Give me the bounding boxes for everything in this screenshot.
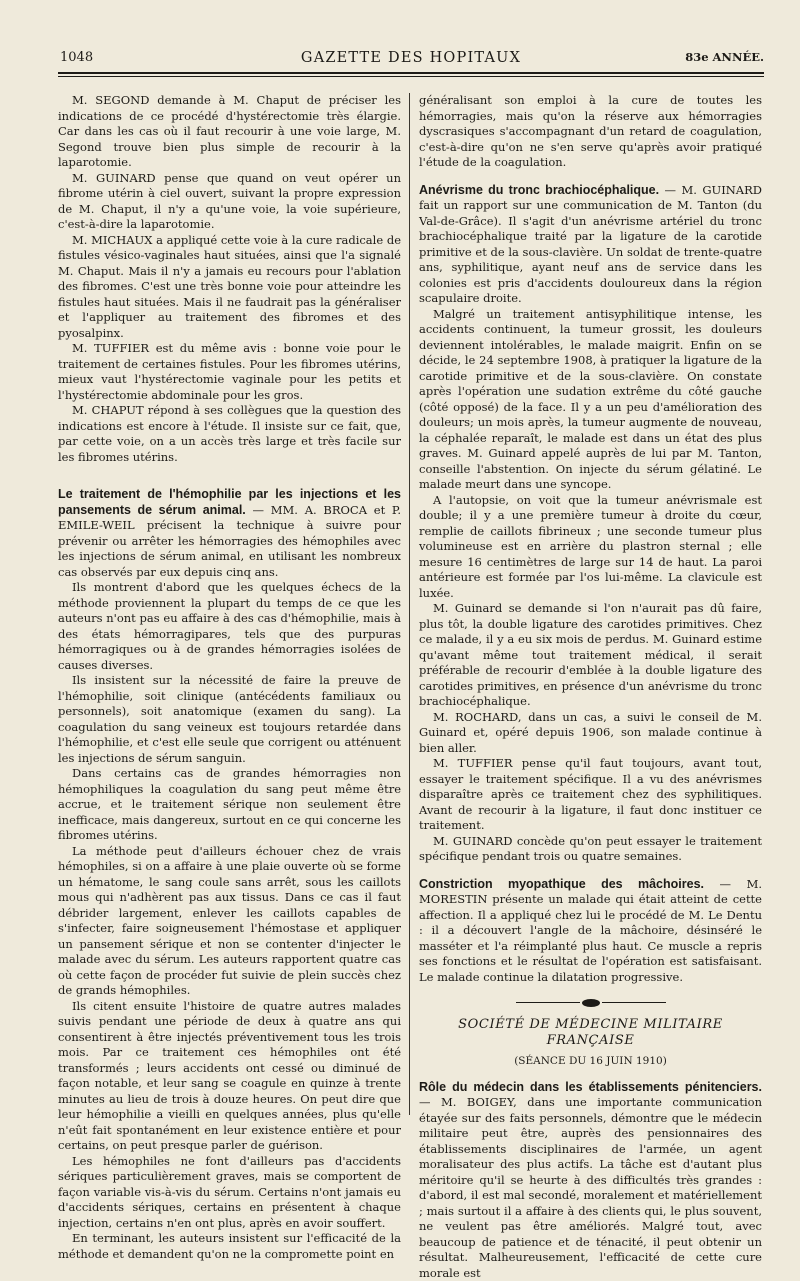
paragraph: M. ROCHARD, dans un cas, a suivi le conseil de M. Guinard et, opéré depuis 1906, son malade continue à bien aller. — [419, 710, 762, 757]
paragraph: Les hémophiles ne font d'ailleurs pas d'accidents sériques particulièrement graves, mais se comportent de façon variable vis-à-vis du sérum. Certains n'ont jamais eu d'accidents sériques, certains en présentent à chaque injection, certains n'en ont plus, après en avoir souffert. — [58, 1154, 401, 1232]
section-text: — M. BOIGEY, dans une importante communication étayée sur des faits personnels, démontre que le médecin militaire peut être, auprès des pensionnaires des établissements disciplinaires de l'armée, un agent moralisateur des plus actifs. La tâche est d'autant plus méritoire qu'il se heurte à des difficultés très grandes : d'abord, il est mal secondé, moralement et matériellement ; mais surtout il a affaire à des clients qui, le plus souvent, ne veulent pas être améliorés. Malgré tout, avec beaucoup de patience et de ténacité, il peut obtenir un résultat. Malheureusement, l'efficacité de cette cure morale est — [419, 1095, 762, 1280]
paragraph: En terminant, les auteurs insistent sur l'efficacité de la méthode et demandent qu'on ne la compromette point en — [58, 1231, 401, 1262]
paragraph: M. GUINARD pense que quand on veut opérer un fibrome utérin à ciel ouvert, suivant la propre expression de M. Chaput, il n'y a qu'une voie, la voie supérieure, c'est-à-dire la laparotomie. — [58, 171, 401, 233]
section-paragraph — [419, 183, 762, 307]
header-rule-thick — [58, 72, 764, 74]
section-paragraph — [419, 1080, 762, 1281]
section-paragraph — [419, 877, 762, 986]
section-title: Le traitement de l'hémophilie par les injections et les pansements de sérum animal. — [58, 487, 401, 517]
paragraph: M. MICHAUX a appliqué cette voie à la cure radicale de fistules vésico-vaginales haut situées, ainsi que l'a signalé M. Chaput. Mais il n'y a jamais eu recours pour l'ablation des fibromes. C'est une très bonne voie pour atteindre les fistules haut situées. Mais il ne faudrait pas la généraliser et l'appliquer au traitement des fibromes et des pyosalpinx. — [58, 233, 401, 342]
paragraph: M. SEGOND demande à M. Chaput de préciser les indications de ce procédé d'hystérectomie très élargie. Car dans les cas où il faut recourir à une voie large, M. Segond trouve bien plus simple de recourir à la laparotomie. — [58, 93, 401, 171]
column-divider — [409, 93, 410, 1115]
paragraph: Ils insistent sur la nécessité de faire la preuve de l'hémophilie, soit clinique (antécédents familiaux ou personnels), soit anatomique (examen du sang). La coagulation du sang veineux est toujours retardée dans l'hémophilie, et c'est elle seule que corrigent ou atténuent les injections de sérum sanguin. — [58, 673, 401, 766]
journal-title: GAZETTE DES HOPITAUX — [58, 50, 764, 66]
paragraph: Ils montrent d'abord que les quelques échecs de la méthode proviennent la plupart du temps de ce que les auteurs n'ont pas eu affaire à des cas d'hémophilie, mais à des états hémorragipares, tels que des purpuras hémorragiques ou à de grandes hémorragies isolées de causes diverses. — [58, 580, 401, 673]
section-title: Constriction myopathique des mâchoires. — [419, 877, 704, 891]
section-text: — M. GUINARD fait un rapport sur une communication de M. Tanton (du Val-de-Grâce). Il s'agit d'un anévrisme artériel du tronc brachiocéphalique traité par la ligature de la carotide primitive et de la sous-clavière. Un soldat de trente-quatre ans, syphilitique, ayant neuf ans de service dans les colonies est pris d'accidents douloureux dans la région scapulaire droite. — [419, 183, 762, 306]
section-paragraph — [58, 487, 401, 580]
year-label: 83e ANNÉE. — [685, 50, 764, 64]
paragraph: M. Guinard se demande si l'on n'aurait pas dû faire, plus tôt, la double ligature des carotides primitives. Chez ce malade, il y a eu six mois de perdus. M. Guinard estime qu'avant même tout traitement médical, il serait préférable de recourir d'emblée à la double ligature des carotides primitives, en présence d'un anévrisme du tronc brachiocéphalique. — [419, 601, 762, 710]
paragraph: Dans certains cas de grandes hémorragies non hémophiliques la coagulation du sang peut même être accrue, et le traitement sérique non seulement être inefficace, mais dangereux, surtout en ce qui concerne les fibromes utérins. — [58, 766, 401, 844]
paragraph: généralisant son emploi à la cure de toutes les hémorragies, mais qu'on la réserve aux hémorragies dyscrasiques s'accompagnant d'un retard de coagulation, c'est-à-dire qu'on ne s'en serve qu'après avoir pratiqué l'étude de la coagulation. — [419, 93, 762, 171]
paragraph: M. GUINARD concède qu'on peut essayer le traitement spécifique pendant trois ou quatre semaines. — [419, 834, 762, 865]
section-text: — M. MORESTIN présente un malade qui était atteint de cette affection. Il a appliqué chez lui le procédé de M. Le Dentu : il a découvert l'angle de la mâchoire, désinséré le masséter et l'a réimplanté plus haut. Ce muscle a repris ses fonctions et le résultat de l'opération est satisfaisant. Le malade continue la dilatation progressive. — [419, 877, 762, 984]
paragraph: M. CHAPUT répond à ses collègues que la question des indications est encore à l'étude. Il insiste sur ce fait, que, par cette voie, on a un accès très large et très facile sur les fibromes utérins. — [58, 403, 401, 465]
paragraph: Ils citent ensuite l'histoire de quatre autres malades suivis pendant une période de deux à quatre ans qui consentirent à être injectés préventivement tous les trois mois. Par ce traitement ces hémophiles ont été transformés ; leurs accidents ont cessé ou diminué de façon notable, et leur sang se coagule en quinze à trente minutes au lieu de trois à douze heures. On peut dire que leur hémophilie a vieilli en quelques années, plus qu'elle n'eût fait spontanément en leur existence entière et pour certains, on peut presque parler de guérison. — [58, 999, 401, 1154]
ornament-icon — [582, 999, 600, 1007]
session-date: (SÉANCE DU 16 JUIN 1910) — [419, 1054, 762, 1070]
ornamental-divider — [516, 999, 666, 1007]
paragraph: La méthode peut d'ailleurs échouer chez de vrais hémophiles, si on a affaire à une plaie ouverte où se forme un hématome, le sang coule sans arrêt, sous les caillots mous qui n'adhèrent pas aux tissus. Dans ce cas il faut débrider largement, enlever les caillots capables de s'infecter, faire soigneusement l'hémostase et appliquer un pansement sérique et non se contenter d'injecter le malade avec du sérum. Les auteurs rapportent quatre cas où cette façon de procéder fut suivie de plein succès chez de grands hémophiles. — [58, 844, 401, 999]
page-number: 1048 — [60, 50, 93, 65]
spacer — [58, 465, 401, 475]
section-text: — MM. A. BROCA et P. EMILE-WEIL précisent la technique à suivre pour prévenir ou arrêter les hémorragies des hémophiles avec les injections de sérum animal, en utilisant les nombreux cas observés par eux depuis cinq ans. — [58, 503, 401, 579]
header-rule-thin — [58, 76, 764, 77]
paragraph: Malgré un traitement antisyphilitique intense, les accidents continuent, la tumeur grossit, les douleurs deviennent intolérables, le malade maigrit. Enfin on se décide, le 24 septembre 1908, à pratiquer la ligature de la carotide primitive et de la sous-clavière. On constate après l'opération une sudation extrême du côté gauche (côté opposé) de la face. Il y a un peu d'amélioration des douleurs; un mois après, la tumeur augmente de nouveau, la céphalée reparaît, le malade est dans un état des plus graves. M. Guinard appelé auprès de lui par M. Tanton, conseille l'abstention. On injecte du sérum gélatiné. Le malade meurt dans une syncope. — [419, 307, 762, 493]
paragraph: M. TUFFIER est du même avis : bonne voie pour le traitement de certaines fistules. Pour les fibromes utérins, mieux vaut l'hystérectomie vaginale pour les petits et l'hystérectomie abdominale pour les gros. — [58, 341, 401, 403]
page-header — [58, 50, 764, 72]
section-title: Anévrisme du tronc brachiocéphalique. — [419, 183, 659, 197]
left-column — [58, 93, 401, 1262]
paragraph: A l'autopsie, on voit que la tumeur anévrismale est double; il y a une première tumeur à droite du cœur, remplie de caillots fibrineux ; une seconde tumeur plus volumineuse est en arrière du plastron sternal ; elle mesure 16 centimètres de large sur 14 de haut. La paroi antérieure est formée par l'os lui-même. La clavicule est luxée. — [419, 493, 762, 602]
paragraph: M. TUFFIER pense qu'il faut toujours, avant tout, essayer le traitement spécifique. Il a vu des anévrismes disparaître après ce traitement chez des syphilitiques. Avant de recourir à la ligature, il faut donc instituer ce traitement. — [419, 756, 762, 834]
section-title: Rôle du médecin dans les établissements pénitenciers. — [419, 1080, 762, 1094]
society-heading: SOCIÉTÉ DE MÉDECINE MILITAIRE FRANÇAISE — [419, 1017, 762, 1048]
right-column — [419, 93, 762, 1281]
